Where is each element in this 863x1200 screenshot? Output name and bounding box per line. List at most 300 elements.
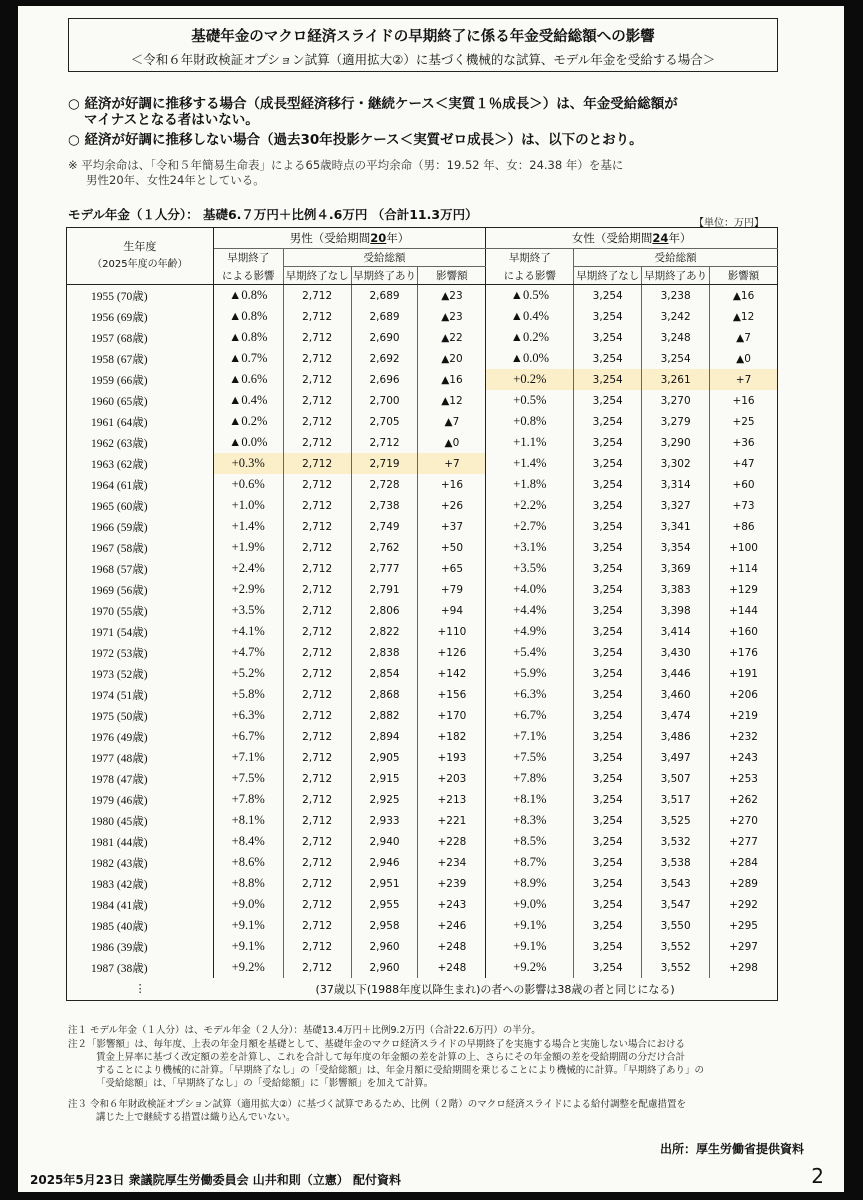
table-row [67, 579, 778, 600]
cell-birth-year: 1977 (48歳) [67, 747, 214, 768]
cell-birth-year: 1980 (45歳) [67, 810, 214, 831]
impact-table [66, 227, 778, 1001]
cell-male-impact: ▲22 [418, 327, 486, 348]
table-row [67, 936, 778, 957]
cell-male-yes: 2,738 [351, 495, 418, 516]
cell-female-no: 3,254 [574, 894, 642, 915]
cell-female-impact: +206 [710, 684, 778, 705]
cell-female-no: 3,254 [574, 537, 642, 558]
cell-male-no: 2,712 [283, 768, 351, 789]
cell-male-impact: +182 [418, 726, 486, 747]
cell-female-rate: +3.5% [486, 558, 574, 579]
cell-male-no: 2,712 [283, 495, 351, 516]
cell-female-no: 3,254 [574, 453, 642, 474]
cell-male-rate: +5.2% [213, 663, 283, 684]
table-row [67, 600, 778, 621]
cell-female-yes: 3,507 [642, 768, 710, 789]
cell-male-yes: 2,951 [351, 873, 418, 894]
cell-female-rate: +6.3% [486, 684, 574, 705]
cell-female-rate: +5.4% [486, 642, 574, 663]
table-row [67, 831, 778, 852]
cell-birth-year: 1966 (59歳) [67, 516, 214, 537]
cell-birth-year: 1973 (52歳) [67, 663, 214, 684]
cell-male-rate: +9.0% [213, 894, 283, 915]
cell-female-no: 3,254 [574, 390, 642, 411]
cell-female-impact: +144 [710, 600, 778, 621]
cell-male-impact: +248 [418, 957, 486, 978]
cell-male-rate: ▲0.4% [213, 390, 283, 411]
cell-male-impact: ▲12 [418, 390, 486, 411]
cell-male-no: 2,712 [283, 327, 351, 348]
cell-birth-year: 1982 (43歳) [67, 852, 214, 873]
bullet-bad-economy: ○ 経済が好調に推移しない場合（過去30年投影ケース＜実質ゼロ成長＞）は、以下のとおり。 [68, 132, 643, 148]
cell-male-impact: +110 [418, 621, 486, 642]
cell-female-yes: 3,414 [642, 621, 710, 642]
cell-male-rate: ▲0.2% [213, 411, 283, 432]
cell-male-yes: 2,822 [351, 621, 418, 642]
cell-female-rate: +9.2% [486, 957, 574, 978]
cell-male-no: 2,712 [283, 642, 351, 663]
cell-male-impact: +79 [418, 579, 486, 600]
cell-female-impact: ▲12 [710, 306, 778, 327]
cell-female-no: 3,254 [574, 558, 642, 579]
cell-birth-year: 1967 (58歳) [67, 537, 214, 558]
cell-female-no: 3,254 [574, 516, 642, 537]
cell-birth-year: 1981 (44歳) [67, 831, 214, 852]
cell-female-impact: +86 [710, 516, 778, 537]
cell-female-yes: 3,550 [642, 915, 710, 936]
cell-female-impact: +295 [710, 915, 778, 936]
cell-male-impact: +234 [418, 852, 486, 873]
cell-male-no: 2,712 [283, 285, 351, 307]
cell-male-rate: ▲0.8% [213, 285, 283, 307]
cell-birth-year: 1978 (47歳) [67, 768, 214, 789]
cell-female-no: 3,254 [574, 621, 642, 642]
cell-male-rate: +9.1% [213, 915, 283, 936]
cell-birth-year: 1979 (46歳) [67, 789, 214, 810]
cell-female-rate: +7.1% [486, 726, 574, 747]
cell-female-no: 3,254 [574, 957, 642, 978]
cell-male-no: 2,712 [283, 789, 351, 810]
cell-male-rate: ▲0.0% [213, 432, 283, 453]
life-expectancy-note: ※ 平均余命は、「令和５年簡易生命表」による65歳時点の平均余命（男：19.52 年、女：24.38 年）を基に 男性20年、女性24年としている。 [68, 158, 624, 187]
document-page [18, 6, 844, 1192]
cell-female-yes: 3,486 [642, 726, 710, 747]
cell-female-impact: +160 [710, 621, 778, 642]
cell-female-yes: 3,302 [642, 453, 710, 474]
cell-female-impact: +114 [710, 558, 778, 579]
model-pension: モデル年金（１人分）： 基礎6.７万円＋比例４.6万円 （合計11.3万円） [68, 207, 478, 222]
table-row [67, 726, 778, 747]
cell-male-yes: 2,762 [351, 537, 418, 558]
cell-female-no: 3,254 [574, 285, 642, 307]
cell-female-yes: 3,327 [642, 495, 710, 516]
cell-male-impact: ▲23 [418, 306, 486, 327]
cell-birth-year: 1958 (67歳) [67, 348, 214, 369]
cell-birth-year: 1964 (61歳) [67, 474, 214, 495]
cell-male-impact: +203 [418, 768, 486, 789]
cell-female-impact: +298 [710, 957, 778, 978]
cell-female-yes: 3,547 [642, 894, 710, 915]
cell-female-yes: 3,552 [642, 936, 710, 957]
cell-female-impact: +129 [710, 579, 778, 600]
cell-female-rate: ▲0.2% [486, 327, 574, 348]
cell-male-yes: 2,749 [351, 516, 418, 537]
table-row [67, 453, 778, 474]
cell-male-impact: +170 [418, 705, 486, 726]
table-row [67, 306, 778, 327]
cell-male-yes: 2,689 [351, 306, 418, 327]
cell-female-rate: +7.8% [486, 768, 574, 789]
cell-female-impact: +36 [710, 432, 778, 453]
bullet-good-economy: ○ 経済が好調に推移する場合（成長型経済移行・継続ケース＜実質１％成長＞）は、年金受給総額が [68, 96, 678, 112]
cell-male-no: 2,712 [283, 474, 351, 495]
cell-female-rate: +8.5% [486, 831, 574, 852]
cell-male-impact: ▲23 [418, 285, 486, 307]
cell-male-impact: +126 [418, 642, 486, 663]
cell-male-impact: +50 [418, 537, 486, 558]
cell-female-impact: +284 [710, 852, 778, 873]
page-title: 基礎年金のマクロ経済スライドの早期終了に係る年金受給総額への影響 [191, 29, 655, 45]
cell-male-yes: 2,838 [351, 642, 418, 663]
cell-male-rate: +9.1% [213, 936, 283, 957]
cell-female-rate: ▲0.5% [486, 285, 574, 307]
cell-male-impact: +142 [418, 663, 486, 684]
female-group-header: 女性（受給期間24年） [486, 228, 778, 249]
cell-female-yes: 3,290 [642, 432, 710, 453]
cell-birth-year: 1961 (64歳) [67, 411, 214, 432]
cell-female-impact: +47 [710, 453, 778, 474]
cell-female-impact: ▲0 [710, 348, 778, 369]
cell-female-yes: 3,354 [642, 537, 710, 558]
table-row [67, 705, 778, 726]
cell-male-yes: 2,958 [351, 915, 418, 936]
cell-male-no: 2,712 [283, 411, 351, 432]
cell-female-yes: 3,474 [642, 705, 710, 726]
cell-male-impact: +248 [418, 936, 486, 957]
table-row [67, 789, 778, 810]
cell-male-no: 2,712 [283, 621, 351, 642]
cell-male-rate: +0.6% [213, 474, 283, 495]
male-col-impact: 影響額 [418, 267, 486, 285]
table-row [67, 852, 778, 873]
cell-female-rate: +8.1% [486, 789, 574, 810]
cell-male-yes: 2,712 [351, 432, 418, 453]
cell-female-no: 3,254 [574, 873, 642, 894]
cell-birth-year: 1971 (54歳) [67, 621, 214, 642]
cell-male-rate: +7.8% [213, 789, 283, 810]
cell-male-no: 2,712 [283, 705, 351, 726]
footnote-2: 注２「影響額」は、毎年度、上表の年金月額を基礎として、基礎年金のマクロ経済スライドの早期終了を実施する場合と実施しない場合における 賃金上昇率に基づく改定額の差を計算し、これを合計して毎年度の年金額の差を計算の上、さらにその年金額の差を受給期間の分だけ合計 することにより機械的に計算。「早期終了なし」の「受給総額」は、年金月額に受給期間を乗じることにより機械的に計算。「早期終了あり」の 「受給総額」は、「早期終了なし」の「受給総額」に「影響額」を加えて計算。 [68, 1039, 705, 1089]
cell-female-no: 3,254 [574, 936, 642, 957]
cell-birth-year: 1984 (41歳) [67, 894, 214, 915]
cell-male-no: 2,712 [283, 726, 351, 747]
cell-female-impact: +262 [710, 789, 778, 810]
cell-male-impact: +94 [418, 600, 486, 621]
cell-male-rate: +1.4% [213, 516, 283, 537]
cell-birth-year: 1957 (68歳) [67, 327, 214, 348]
cell-male-rate: +3.5% [213, 600, 283, 621]
cell-male-no: 2,712 [283, 663, 351, 684]
cell-female-yes: 3,238 [642, 285, 710, 307]
table-row [67, 642, 778, 663]
cell-male-rate: +1.0% [213, 495, 283, 516]
cell-female-rate: +6.7% [486, 705, 574, 726]
cell-male-no: 2,712 [283, 390, 351, 411]
cell-male-rate: +1.9% [213, 537, 283, 558]
cell-female-no: 3,254 [574, 600, 642, 621]
cell-male-yes: 2,940 [351, 831, 418, 852]
male-total-header: 受給総額 [283, 249, 486, 267]
cell-birth-year: 1959 (66歳) [67, 369, 214, 390]
cell-female-yes: 3,341 [642, 516, 710, 537]
cell-male-no: 2,712 [283, 369, 351, 390]
cell-female-rate: +8.3% [486, 810, 574, 831]
cell-male-yes: 2,960 [351, 957, 418, 978]
cell-male-no: 2,712 [283, 831, 351, 852]
cell-female-yes: 3,279 [642, 411, 710, 432]
cell-female-rate: +4.0% [486, 579, 574, 600]
cell-male-impact: +213 [418, 789, 486, 810]
cell-male-impact: +228 [418, 831, 486, 852]
cell-female-no: 3,254 [574, 852, 642, 873]
cell-female-no: 3,254 [574, 726, 642, 747]
male-group-header: 男性（受給期間20年） [213, 228, 486, 249]
cell-birth-year: 1968 (57歳) [67, 558, 214, 579]
cell-female-rate: +9.1% [486, 936, 574, 957]
table-row [67, 537, 778, 558]
cell-female-rate: +9.0% [486, 894, 574, 915]
cell-female-yes: 3,497 [642, 747, 710, 768]
cell-female-rate: ▲0.0% [486, 348, 574, 369]
cell-female-yes: 3,460 [642, 684, 710, 705]
cell-birth-year: 1975 (50歳) [67, 705, 214, 726]
cell-female-impact: +100 [710, 537, 778, 558]
female-early-header: 早期終了 [486, 249, 574, 267]
cell-male-yes: 2,696 [351, 369, 418, 390]
cell-male-no: 2,712 [283, 348, 351, 369]
cell-male-rate: +4.7% [213, 642, 283, 663]
cell-male-no: 2,712 [283, 579, 351, 600]
cell-male-rate: +2.9% [213, 579, 283, 600]
table-row [67, 747, 778, 768]
cell-male-no: 2,712 [283, 810, 351, 831]
table-row [67, 621, 778, 642]
cell-female-rate: +1.4% [486, 453, 574, 474]
cell-male-yes: 2,700 [351, 390, 418, 411]
cell-male-impact: ▲0 [418, 432, 486, 453]
cell-female-yes: 3,254 [642, 348, 710, 369]
cell-birth-year: 1983 (42歳) [67, 873, 214, 894]
cell-male-yes: 2,690 [351, 327, 418, 348]
table-row [67, 663, 778, 684]
cell-male-no: 2,712 [283, 537, 351, 558]
cell-female-impact: +277 [710, 831, 778, 852]
cell-female-impact: ▲7 [710, 327, 778, 348]
cell-male-impact: +243 [418, 894, 486, 915]
cell-male-rate: +6.3% [213, 705, 283, 726]
title-box [68, 18, 778, 72]
female-early-header-2: による影響 [486, 267, 574, 285]
cell-male-yes: 2,719 [351, 453, 418, 474]
cell-female-impact: ▲16 [710, 285, 778, 307]
table-row [67, 873, 778, 894]
cell-male-rate: ▲0.7% [213, 348, 283, 369]
unit-label: 【単位：万円】 [694, 218, 764, 229]
cell-female-rate: +1.8% [486, 474, 574, 495]
birth-year-header: 生年度 （2025年度の年齢） [67, 228, 214, 285]
cell-female-rate: +4.4% [486, 600, 574, 621]
cell-female-yes: 3,532 [642, 831, 710, 852]
cell-male-impact: +65 [418, 558, 486, 579]
cell-birth-year: 1965 (60歳) [67, 495, 214, 516]
cell-female-no: 3,254 [574, 327, 642, 348]
cell-female-rate: +8.9% [486, 873, 574, 894]
cell-male-yes: 2,854 [351, 663, 418, 684]
cell-birth-year: 1985 (40歳) [67, 915, 214, 936]
cell-female-yes: 3,538 [642, 852, 710, 873]
cell-male-impact: +239 [418, 873, 486, 894]
cell-male-no: 2,712 [283, 516, 351, 537]
cell-male-yes: 2,882 [351, 705, 418, 726]
cell-female-impact: +73 [710, 495, 778, 516]
cell-female-impact: +232 [710, 726, 778, 747]
cell-female-rate: +4.9% [486, 621, 574, 642]
cell-male-yes: 2,946 [351, 852, 418, 873]
cell-male-rate: +9.2% [213, 957, 283, 978]
table-row [67, 369, 778, 390]
ellipsis-cell: ⋮ [67, 978, 214, 1000]
cell-female-rate: +0.5% [486, 390, 574, 411]
cell-male-rate: +5.8% [213, 684, 283, 705]
female-col-yes: 早期終了あり [642, 267, 710, 285]
cell-female-impact: +289 [710, 873, 778, 894]
table-row [67, 957, 778, 978]
cell-male-yes: 2,777 [351, 558, 418, 579]
cell-female-yes: 3,369 [642, 558, 710, 579]
cell-male-no: 2,712 [283, 600, 351, 621]
cell-female-rate: +7.5% [486, 747, 574, 768]
table-row [67, 810, 778, 831]
cell-birth-year: 1970 (55歳) [67, 600, 214, 621]
cell-male-rate: +6.7% [213, 726, 283, 747]
cell-male-impact: +16 [418, 474, 486, 495]
cell-male-yes: 2,806 [351, 600, 418, 621]
cell-male-no: 2,712 [283, 747, 351, 768]
cell-female-impact: +7 [710, 369, 778, 390]
cell-female-yes: 3,398 [642, 600, 710, 621]
cell-male-impact: +37 [418, 516, 486, 537]
cell-female-no: 3,254 [574, 369, 642, 390]
cell-birth-year: 1972 (53歳) [67, 642, 214, 663]
cell-birth-year: 1962 (63歳) [67, 432, 214, 453]
cell-female-no: 3,254 [574, 747, 642, 768]
cell-female-rate: +2.2% [486, 495, 574, 516]
cell-female-yes: 3,383 [642, 579, 710, 600]
cell-male-yes: 2,915 [351, 768, 418, 789]
table-row [67, 432, 778, 453]
cell-male-no: 2,712 [283, 873, 351, 894]
cell-female-impact: +16 [710, 390, 778, 411]
cell-female-rate: ▲0.4% [486, 306, 574, 327]
footnote-1: 注１ モデル年金（１人分）は、モデル年金（２人分）：基礎13.4万円＋比例9.2万円（合計22.6万円）の半分。 [68, 1025, 541, 1036]
cell-female-yes: 3,517 [642, 789, 710, 810]
table-body [67, 285, 778, 979]
page-subtitle: ＜令和６年財政検証オプション試算（適用拡大②）に基づく機械的な試算、モデル年金を受給する場合＞ [130, 52, 716, 67]
cell-male-yes: 2,894 [351, 726, 418, 747]
cell-male-no: 2,712 [283, 915, 351, 936]
cell-male-no: 2,712 [283, 852, 351, 873]
cell-male-no: 2,712 [283, 684, 351, 705]
cell-male-no: 2,712 [283, 306, 351, 327]
cell-male-impact: +7 [418, 453, 486, 474]
cell-male-yes: 2,955 [351, 894, 418, 915]
cell-male-yes: 2,692 [351, 348, 418, 369]
cell-female-no: 3,254 [574, 306, 642, 327]
source-label: 出所：厚生労働省提供資料 [659, 1142, 804, 1156]
cell-male-yes: 2,791 [351, 579, 418, 600]
cell-female-rate: +5.9% [486, 663, 574, 684]
cell-female-no: 3,254 [574, 579, 642, 600]
cell-female-yes: 3,552 [642, 957, 710, 978]
cell-male-impact: +221 [418, 810, 486, 831]
cell-birth-year: 1956 (69歳) [67, 306, 214, 327]
cell-female-no: 3,254 [574, 348, 642, 369]
cell-birth-year: 1974 (51歳) [67, 684, 214, 705]
cell-female-no: 3,254 [574, 789, 642, 810]
cell-male-yes: 2,705 [351, 411, 418, 432]
cell-female-yes: 3,543 [642, 873, 710, 894]
cell-male-rate: +7.1% [213, 747, 283, 768]
cell-male-impact: ▲7 [418, 411, 486, 432]
cell-male-impact: +156 [418, 684, 486, 705]
cell-female-yes: 3,314 [642, 474, 710, 495]
cell-birth-year: 1976 (49歳) [67, 726, 214, 747]
table-row [67, 495, 778, 516]
cell-male-rate: +8.6% [213, 852, 283, 873]
cell-female-no: 3,254 [574, 810, 642, 831]
male-col-yes: 早期終了あり [351, 267, 418, 285]
cell-male-yes: 2,933 [351, 810, 418, 831]
cell-female-yes: 3,261 [642, 369, 710, 390]
cell-female-impact: +219 [710, 705, 778, 726]
cell-female-no: 3,254 [574, 705, 642, 726]
cell-female-rate: +0.2% [486, 369, 574, 390]
footnote-3: 注３ 令和６年財政検証オプション試算（適用拡大②）に基づく試算であるため、比例（２階）のマクロ経済スライドによる給付調整を配慮措置を 講じた上で継続する措置は織り込んでいない。 [68, 1099, 687, 1123]
cell-female-no: 3,254 [574, 663, 642, 684]
cell-male-rate: ▲0.8% [213, 306, 283, 327]
cell-male-no: 2,712 [283, 432, 351, 453]
table-row [67, 327, 778, 348]
female-col-impact: 影響額 [710, 267, 778, 285]
cell-female-rate: +8.7% [486, 852, 574, 873]
cell-female-no: 3,254 [574, 411, 642, 432]
cell-birth-year: 1960 (65歳) [67, 390, 214, 411]
cell-male-impact: ▲16 [418, 369, 486, 390]
table-row [67, 285, 778, 307]
male-early-header: 早期終了 [213, 249, 283, 267]
table-row [67, 390, 778, 411]
cell-male-rate: +8.1% [213, 810, 283, 831]
cell-female-yes: 3,248 [642, 327, 710, 348]
cell-male-no: 2,712 [283, 558, 351, 579]
male-early-header-2: による影響 [213, 267, 283, 285]
cell-male-yes: 2,689 [351, 285, 418, 307]
cell-female-impact: +270 [710, 810, 778, 831]
cell-male-impact: +193 [418, 747, 486, 768]
cell-birth-year: 1963 (62歳) [67, 453, 214, 474]
younger-note: (37歳以下(1988年度以降生まれ)の者への影響は38歳の者と同じになる) [213, 978, 777, 1000]
